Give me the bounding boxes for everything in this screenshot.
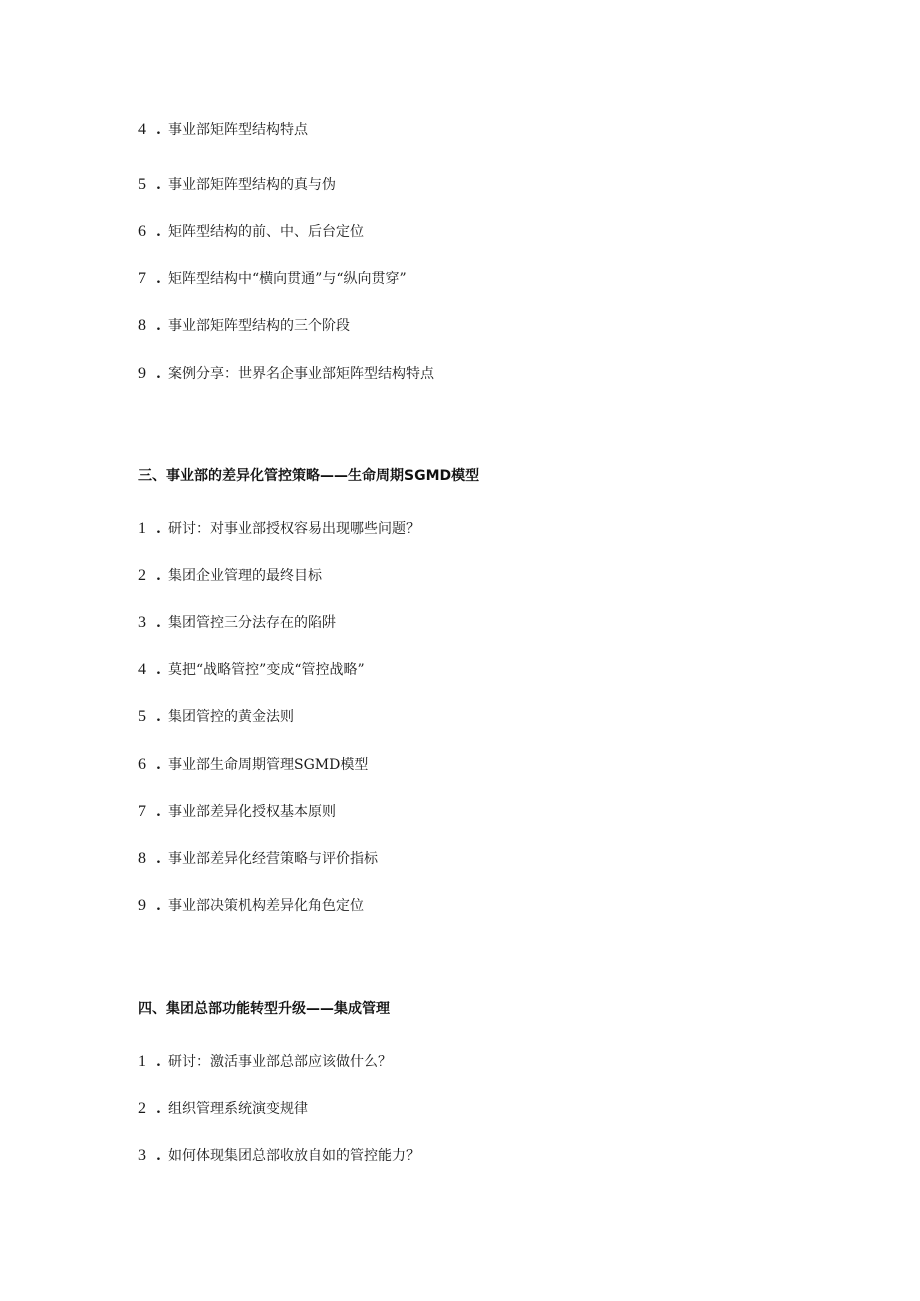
- item-separator: .: [156, 615, 161, 631]
- list-item: [138, 849, 378, 869]
- item-number: 1: [138, 520, 146, 537]
- item-number: 5: [138, 708, 146, 725]
- item-text: 事业部决策机构差异化角色定位: [168, 898, 364, 914]
- item-separator: .: [156, 122, 161, 138]
- item-number: 3: [138, 1147, 146, 1164]
- item-text: 事业部差异化授权基本原则: [168, 804, 336, 820]
- item-text: 研讨：激活事业部总部应该做什么？: [168, 1054, 392, 1070]
- item-number: 1: [138, 1053, 146, 1070]
- item-text: 莫把“战略管控”变成“管控战略”: [168, 662, 365, 678]
- list-item: [138, 613, 336, 633]
- list-item: [138, 364, 434, 384]
- list-item: [138, 707, 294, 727]
- item-separator: .: [156, 1101, 161, 1117]
- list-item: [138, 519, 420, 539]
- item-separator: .: [156, 177, 161, 193]
- item-separator: .: [156, 521, 161, 537]
- section-heading: 四、集团总部功能转型升级——集成管理: [138, 1001, 390, 1017]
- section-heading: 三、事业部的差异化管控策略——生命周期SGMD模型: [138, 468, 480, 484]
- item-text: 事业部矩阵型结构的真与伪: [168, 177, 336, 193]
- item-text: 集团管控三分法存在的陷阱: [168, 615, 336, 631]
- item-text: 矩阵型结构的前、中、后台定位: [168, 224, 364, 240]
- list-item: [138, 802, 336, 822]
- item-text: 事业部生命周期管理SGMD模型: [168, 757, 369, 773]
- item-number: 6: [138, 756, 146, 773]
- item-text: 事业部矩阵型结构的三个阶段: [168, 318, 350, 334]
- item-number: 2: [138, 567, 146, 584]
- item-number: 6: [138, 223, 146, 240]
- item-number: 4: [138, 661, 146, 678]
- item-separator: .: [156, 366, 161, 382]
- list-item: [138, 222, 364, 242]
- item-number: 8: [138, 850, 146, 867]
- list-item: [138, 175, 336, 195]
- list-item: [138, 1099, 308, 1119]
- list-item: [138, 1146, 420, 1166]
- list-item: [138, 566, 322, 586]
- item-separator: .: [156, 1054, 161, 1070]
- item-number: 2: [138, 1100, 146, 1117]
- item-text: 集团管控的黄金法则: [168, 709, 294, 725]
- item-number: 9: [138, 897, 146, 914]
- item-text: 集团企业管理的最终目标: [168, 568, 322, 584]
- item-text: 如何体现集团总部收放自如的管控能力？: [168, 1148, 420, 1164]
- list-item: [138, 1052, 392, 1072]
- item-separator: .: [156, 898, 161, 914]
- item-separator: .: [156, 804, 161, 820]
- item-number: 7: [138, 270, 146, 287]
- item-text: 事业部矩阵型结构特点: [168, 122, 308, 138]
- item-number: 3: [138, 614, 146, 631]
- item-number: 4: [138, 121, 146, 138]
- list-item: [138, 120, 308, 140]
- item-separator: .: [156, 851, 161, 867]
- item-text: 案例分享：世界名企事业部矩阵型结构特点: [168, 366, 434, 382]
- list-item: [138, 316, 350, 336]
- item-number: 5: [138, 176, 146, 193]
- list-item: [138, 269, 407, 289]
- item-number: 9: [138, 365, 146, 382]
- item-separator: .: [156, 568, 161, 584]
- item-separator: .: [156, 662, 161, 678]
- item-separator: .: [156, 271, 161, 287]
- item-separator: .: [156, 224, 161, 240]
- list-item: [138, 660, 365, 680]
- list-item: [138, 896, 364, 916]
- item-text: 事业部差异化经营策略与评价指标: [168, 851, 378, 867]
- item-number: 7: [138, 803, 146, 820]
- item-separator: .: [156, 318, 161, 334]
- item-number: 8: [138, 317, 146, 334]
- list-item: [138, 755, 368, 775]
- item-text: 组织管理系统演变规律: [168, 1101, 308, 1117]
- item-separator: .: [156, 709, 161, 725]
- item-separator: .: [156, 1148, 161, 1164]
- item-text: 矩阵型结构中“横向贯通”与“纵向贯穿”: [168, 271, 407, 287]
- item-text: 研讨：对事业部授权容易出现哪些问题？: [168, 521, 420, 537]
- item-separator: .: [156, 757, 161, 773]
